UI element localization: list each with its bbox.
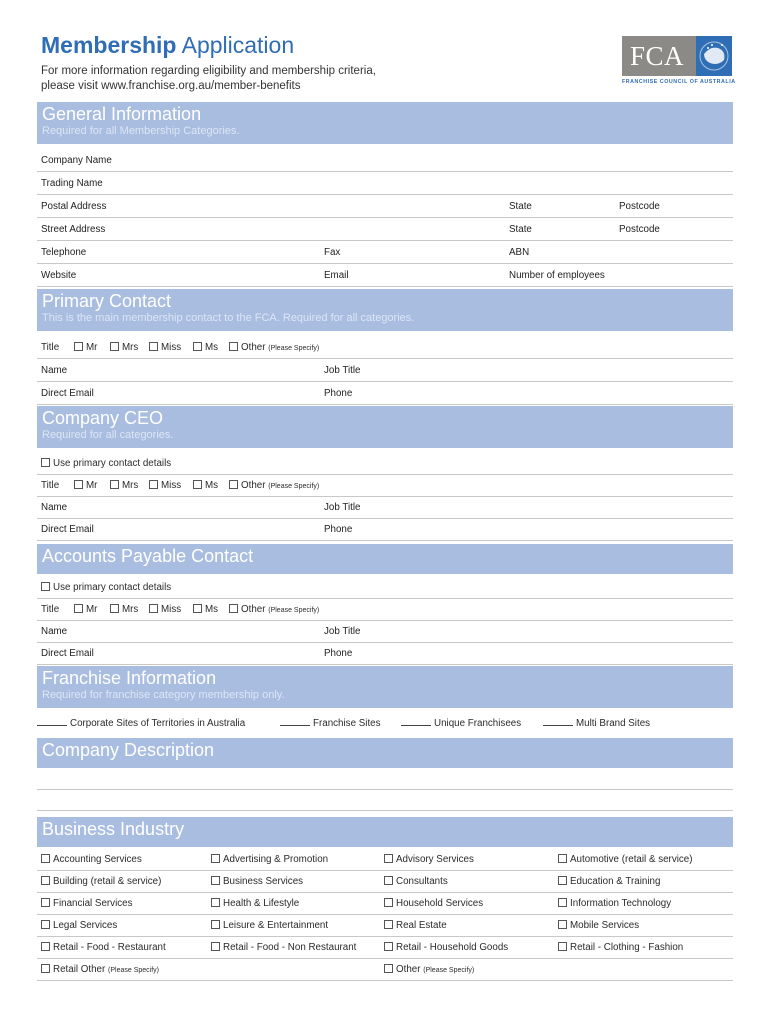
industry-checkbox[interactable]: Advertising & Promotion bbox=[211, 854, 328, 865]
title-ms-checkbox[interactable]: Ms bbox=[193, 480, 218, 491]
industry-other-checkbox[interactable]: Other (Please Specify) bbox=[384, 964, 474, 975]
job-title-label: Job Title bbox=[324, 365, 361, 376]
title-mrs-checkbox[interactable]: Mrs bbox=[110, 480, 138, 491]
industry-checkbox[interactable]: Accounting Services bbox=[41, 854, 142, 865]
job-title-label: Job Title bbox=[324, 502, 361, 513]
section-business-industry bbox=[37, 817, 733, 847]
industry-row bbox=[37, 870, 733, 893]
ceo-title-row bbox=[37, 474, 733, 497]
ceo-email-row[interactable] bbox=[37, 518, 733, 541]
industry-checkbox[interactable]: Leisure & Entertainment bbox=[211, 920, 328, 931]
direct-email-label: Direct Email bbox=[41, 388, 94, 399]
section-heading: General Information bbox=[42, 104, 202, 124]
phone-label: Phone bbox=[324, 648, 353, 659]
accounts-use-primary-checkbox[interactable]: Use primary contact details bbox=[41, 582, 171, 593]
title-ms-checkbox[interactable]: Ms bbox=[193, 342, 218, 353]
industry-checkbox[interactable]: Health & Lifestyle bbox=[211, 898, 299, 909]
page-title: Membership Application bbox=[41, 32, 295, 58]
industry-row bbox=[37, 914, 733, 937]
title-label: Title bbox=[41, 604, 60, 615]
industry-retail-other-checkbox[interactable]: Retail Other (Please Specify) bbox=[41, 964, 159, 975]
logo-text: FCA bbox=[630, 41, 685, 71]
corporate-sites-field[interactable]: Corporate Sites of Territories in Australia bbox=[37, 717, 245, 729]
telephone-label: Telephone bbox=[41, 247, 87, 258]
description-line-2[interactable] bbox=[37, 810, 733, 811]
section-subheading: Required for all Membership Categories. bbox=[42, 125, 240, 137]
industry-checkbox[interactable]: Consultants bbox=[384, 876, 448, 887]
franchise-counts-row bbox=[37, 711, 733, 733]
name-label: Name bbox=[41, 502, 68, 513]
section-company-description bbox=[37, 738, 733, 768]
industry-checkbox[interactable]: Business Services bbox=[211, 876, 303, 887]
website-row[interactable] bbox=[37, 264, 733, 287]
industry-checkbox[interactable]: Household Services bbox=[384, 898, 483, 909]
telephone-row[interactable] bbox=[37, 241, 733, 264]
title-label: Title bbox=[41, 480, 60, 491]
postal-address-label: Postal Address bbox=[41, 201, 107, 212]
section-primary-contact bbox=[37, 289, 733, 331]
logo-tagline: FRANCHISE COUNCIL OF AUSTRALIA bbox=[622, 79, 736, 85]
globe-icon bbox=[696, 36, 732, 76]
industry-checkbox[interactable]: Building (retail & service) bbox=[41, 876, 161, 887]
primary-email-row[interactable] bbox=[37, 382, 733, 405]
unique-franchisees-field[interactable]: Unique Franchisees bbox=[401, 717, 521, 729]
section-subheading: This is the main membership contact to the FCA. Required for all categories. bbox=[42, 312, 415, 324]
ceo-use-primary-row bbox=[37, 452, 733, 475]
multi-brand-sites-field[interactable]: Multi Brand Sites bbox=[543, 717, 650, 729]
fca-logo bbox=[622, 36, 734, 88]
industry-checkbox[interactable]: Retail - Household Goods bbox=[384, 942, 508, 953]
section-heading: Franchise Information bbox=[42, 668, 217, 688]
title-ms-checkbox[interactable]: Ms bbox=[193, 604, 218, 615]
street-address-label: Street Address bbox=[41, 224, 106, 235]
accounts-title-row bbox=[37, 598, 733, 621]
accounts-use-primary-row bbox=[37, 576, 733, 599]
state-label: State bbox=[509, 201, 532, 212]
industry-checkbox[interactable]: Legal Services bbox=[41, 920, 117, 931]
industry-checkbox[interactable]: Mobile Services bbox=[558, 920, 639, 931]
section-heading: Company Description bbox=[42, 740, 215, 760]
industry-checkbox[interactable]: Education & Training bbox=[558, 876, 660, 887]
title-miss-checkbox[interactable]: Miss bbox=[149, 604, 181, 615]
industry-checkbox[interactable]: Advisory Services bbox=[384, 854, 474, 865]
name-label: Name bbox=[41, 365, 68, 376]
trading-name-label: Trading Name bbox=[41, 178, 103, 189]
state-label: State bbox=[509, 224, 532, 235]
title-other-checkbox[interactable]: Other (Please Specify) bbox=[229, 480, 319, 491]
abn-label: ABN bbox=[509, 247, 530, 258]
description-line-1[interactable] bbox=[37, 789, 733, 790]
job-title-label: Job Title bbox=[324, 626, 361, 637]
title-other-checkbox[interactable]: Other (Please Specify) bbox=[229, 604, 319, 615]
trading-name-field[interactable] bbox=[37, 172, 733, 195]
subtitle-line-2: please visit www.franchise.org.au/member-benefits bbox=[41, 79, 301, 92]
industry-checkbox[interactable]: Real Estate bbox=[384, 920, 447, 931]
section-heading: Primary Contact bbox=[42, 291, 172, 311]
title-other-checkbox[interactable]: Other (Please Specify) bbox=[229, 342, 319, 353]
employees-label: Number of employees bbox=[509, 270, 605, 281]
postcode-label: Postcode bbox=[619, 201, 660, 212]
email-label: Email bbox=[324, 270, 349, 281]
postal-address-row[interactable] bbox=[37, 195, 733, 218]
industry-checkbox[interactable]: Retail - Clothing - Fashion bbox=[558, 942, 683, 953]
subtitle-line-1: For more information regarding eligibility and membership criteria, bbox=[41, 65, 376, 77]
industry-row bbox=[37, 848, 733, 871]
industry-row bbox=[37, 936, 733, 959]
title-miss-checkbox[interactable]: Miss bbox=[149, 480, 181, 491]
industry-checkbox[interactable]: Retail - Food - Restaurant bbox=[41, 942, 166, 953]
section-heading: Business Industry bbox=[42, 819, 185, 839]
section-heading: Accounts Payable Contact bbox=[42, 546, 254, 566]
title-mrs-checkbox[interactable]: Mrs bbox=[110, 604, 138, 615]
direct-email-label: Direct Email bbox=[41, 648, 94, 659]
name-label: Name bbox=[41, 626, 68, 637]
title-mr-checkbox[interactable]: Mr bbox=[74, 342, 97, 353]
section-company-ceo bbox=[37, 406, 733, 448]
industry-checkbox[interactable]: Financial Services bbox=[41, 898, 133, 909]
postcode-label: Postcode bbox=[619, 224, 660, 235]
franchise-sites-field[interactable]: Franchise Sites bbox=[280, 717, 381, 729]
title-miss-checkbox[interactable]: Miss bbox=[149, 342, 181, 353]
section-general-information bbox=[37, 102, 733, 144]
title-label: Title bbox=[41, 342, 60, 353]
section-franchise-information bbox=[37, 666, 733, 708]
direct-email-label: Direct Email bbox=[41, 524, 94, 535]
street-address-row[interactable] bbox=[37, 218, 733, 241]
website-label: Website bbox=[41, 270, 77, 281]
industry-checkbox[interactable]: Information Technology bbox=[558, 898, 671, 909]
section-subheading: Required for all categories. bbox=[42, 429, 174, 441]
company-name-label: Company Name bbox=[41, 155, 112, 166]
primary-name-row[interactable] bbox=[37, 359, 733, 382]
primary-title-row bbox=[37, 336, 733, 359]
ceo-use-primary-checkbox[interactable]: Use primary contact details bbox=[41, 458, 171, 469]
industry-checkbox[interactable]: Retail - Food - Non Restaurant bbox=[211, 942, 356, 953]
section-subheading: Required for franchise category membership only. bbox=[42, 689, 285, 701]
section-heading: Company CEO bbox=[42, 408, 164, 428]
accounts-email-row[interactable] bbox=[37, 642, 733, 665]
industry-checkbox[interactable]: Automotive (retail & service) bbox=[558, 854, 693, 865]
industry-row bbox=[37, 892, 733, 915]
fax-label: Fax bbox=[324, 247, 341, 258]
ceo-name-row[interactable] bbox=[37, 496, 733, 519]
page-subtitle bbox=[41, 64, 376, 93]
title-mr-checkbox[interactable]: Mr bbox=[74, 604, 97, 615]
phone-label: Phone bbox=[324, 388, 353, 399]
section-accounts-payable bbox=[37, 544, 733, 574]
company-name-field[interactable] bbox=[37, 149, 733, 172]
phone-label: Phone bbox=[324, 524, 353, 535]
title-mr-checkbox[interactable]: Mr bbox=[74, 480, 97, 491]
industry-row-other bbox=[37, 958, 733, 981]
title-mrs-checkbox[interactable]: Mrs bbox=[110, 342, 138, 353]
accounts-name-row[interactable] bbox=[37, 620, 733, 643]
